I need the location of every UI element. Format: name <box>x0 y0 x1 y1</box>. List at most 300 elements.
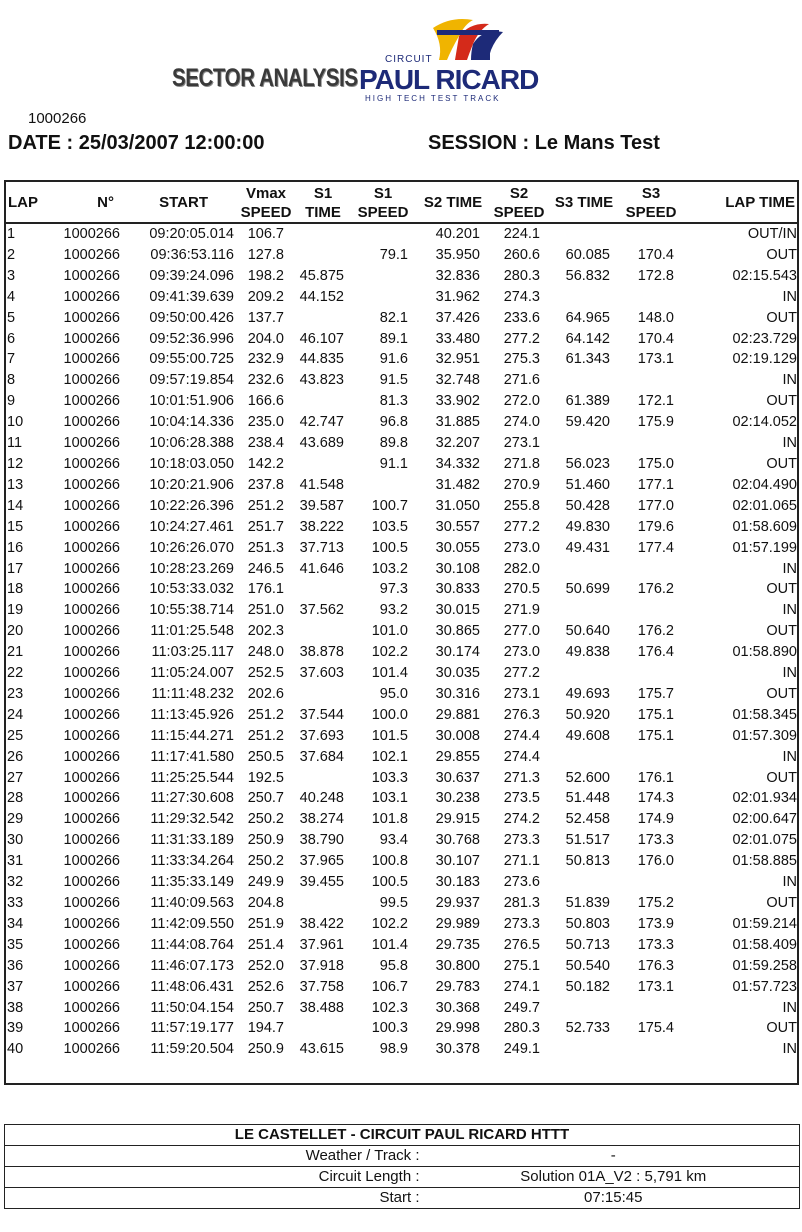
cell-s3-speed: 173.1 <box>637 978 674 995</box>
cell-s1-time: 43.823 <box>299 372 344 389</box>
cell-no: 1000266 <box>63 267 120 284</box>
cell-s3-time: 52.600 <box>565 769 610 786</box>
cell-vmax-speed: 251.2 <box>247 706 284 723</box>
cell-s3-speed: 176.3 <box>637 957 674 974</box>
cell-s2-time: 29.937 <box>435 895 480 911</box>
cell-lap-time: OUT <box>766 246 797 263</box>
cell-s2-speed: 260.6 <box>503 246 540 263</box>
cell-s3-speed: 179.6 <box>637 518 674 535</box>
cell-s3-time: 52.458 <box>565 811 610 828</box>
cell-s2-speed: 277.0 <box>503 623 540 640</box>
cell-s2-speed: 270.9 <box>503 476 540 493</box>
cell-lap: 24 <box>7 706 24 723</box>
cell-s3-speed: 173.1 <box>637 351 674 368</box>
table-row <box>4 851 799 872</box>
cell-s2-speed: 233.6 <box>503 309 540 326</box>
cell-s1-time: 38.422 <box>299 915 344 932</box>
cell-vmax-speed: 194.7 <box>247 1020 284 1037</box>
cell-s2-time: 31.962 <box>435 288 480 305</box>
cell-s1-time: 37.603 <box>299 665 344 682</box>
cell-lap: 10 <box>7 414 24 431</box>
cell-start: 11:25:25.544 <box>150 769 234 786</box>
cell-s1-time: 37.758 <box>299 978 344 995</box>
cell-s2-speed: 273.3 <box>503 915 540 932</box>
cell-s3-time: 51.448 <box>565 790 610 807</box>
table-row <box>4 454 799 475</box>
cell-start: 09:50:00.426 <box>149 309 234 326</box>
cell-s3-speed: 173.3 <box>637 832 674 849</box>
cell-vmax-speed: 238.4 <box>247 435 284 452</box>
cell-s3-speed <box>618 370 684 391</box>
header-s2-time: S2 TIME <box>418 183 488 223</box>
cell-lap-time: 01:57.723 <box>732 978 797 995</box>
cell-no: 1000266 <box>63 581 120 598</box>
cell-s3-time <box>550 747 618 768</box>
cell-lap: 2 <box>7 246 16 263</box>
cell-s1-speed: 91.6 <box>379 351 408 368</box>
cell-lap-time: 01:58.890 <box>732 644 797 661</box>
cell-lap: 15 <box>7 518 24 535</box>
cell-s2-time: 30.015 <box>435 602 480 619</box>
table-row <box>4 266 799 287</box>
cell-no: 1000266 <box>63 874 120 891</box>
cell-s2-speed: 271.6 <box>503 372 540 389</box>
cell-lap: 17 <box>7 560 24 577</box>
cell-vmax-speed: 204.8 <box>247 895 284 911</box>
table-row <box>4 663 799 684</box>
cell-lap: 29 <box>7 811 24 828</box>
cell-s2-time: 30.768 <box>435 832 480 849</box>
header-lap-time: LAP TIME <box>684 183 799 223</box>
cell-s2-time: 32.836 <box>435 267 480 284</box>
cell-vmax-speed: 252.5 <box>247 665 284 682</box>
cell-s2-speed: 275.3 <box>503 351 540 368</box>
cell-s1-speed: 101.5 <box>371 727 408 744</box>
cell-start: 11:50:04.154 <box>150 999 234 1016</box>
cell-vmax-speed: 248.0 <box>247 644 284 661</box>
cell-s2-speed: 277.2 <box>503 665 540 682</box>
cell-no: 1000266 <box>63 790 120 807</box>
cell-lap: 21 <box>7 644 24 661</box>
cell-s1-speed: 102.2 <box>371 644 408 661</box>
cell-s1-speed <box>348 266 418 287</box>
cell-lap-time: IN <box>782 999 797 1016</box>
cell-vmax-speed: 137.7 <box>247 309 284 326</box>
cell-s1-time: 37.918 <box>299 957 344 974</box>
cell-s2-time: 30.008 <box>435 727 480 744</box>
table-row <box>4 223 799 245</box>
cell-lap: 38 <box>7 999 24 1016</box>
cell-s2-speed: 275.1 <box>503 957 540 974</box>
cell-s3-time: 51.460 <box>565 476 610 493</box>
header-no: N° <box>42 183 122 223</box>
cell-start: 11:57:19.177 <box>150 1020 234 1037</box>
cell-start: 11:05:24.007 <box>150 665 234 682</box>
cell-no: 1000266 <box>63 414 120 431</box>
cell-s3-speed: 177.1 <box>637 476 674 493</box>
cell-vmax-speed: 202.6 <box>247 685 284 702</box>
cell-s1-speed: 103.2 <box>371 560 408 577</box>
logo-subtitle-text: HIGH TECH TEST TRACK <box>365 94 501 103</box>
cell-vmax-speed: 127.8 <box>247 246 284 263</box>
cell-lap: 16 <box>7 539 24 556</box>
cell-lap: 13 <box>7 476 24 493</box>
cell-s1-speed: 103.3 <box>371 769 408 786</box>
cell-lap: 34 <box>7 915 24 932</box>
cell-s3-speed: 170.4 <box>637 330 674 347</box>
table-row <box>4 809 799 830</box>
table-row <box>4 830 799 851</box>
cell-start: 10:18:03.050 <box>149 455 234 472</box>
cell-lap-time: IN <box>782 748 797 765</box>
cell-no: 1000266 <box>63 288 120 305</box>
cell-s2-time: 30.316 <box>435 685 480 702</box>
cell-s1-time <box>298 1018 348 1039</box>
cell-s3-time: 52.733 <box>565 1020 610 1037</box>
cell-s2-speed: 272.0 <box>503 393 540 410</box>
cell-start: 11:01:25.548 <box>150 623 234 640</box>
table-row <box>4 956 799 977</box>
header-s1-speed: S1 SPEED <box>348 183 418 223</box>
cell-vmax-speed: 252.0 <box>247 957 284 974</box>
table-row <box>4 893 799 914</box>
cell-start: 11:48:06.431 <box>150 978 234 995</box>
cell-s1-time: 38.222 <box>299 518 344 535</box>
laps-table-body <box>4 223 799 1060</box>
cell-start: 10:01:51.906 <box>149 393 234 410</box>
cell-s1-speed: 91.5 <box>379 372 408 389</box>
table-row <box>4 998 799 1019</box>
cell-lap-time: 01:57.309 <box>732 727 797 744</box>
cell-s2-speed: 273.5 <box>503 790 540 807</box>
cell-lap: 30 <box>7 832 24 849</box>
cell-s1-time: 38.488 <box>299 999 344 1016</box>
document-id: 1000266 <box>28 110 87 127</box>
table-row <box>4 538 799 559</box>
cell-s1-time: 44.152 <box>299 288 344 305</box>
cell-lap-time: 02:19.129 <box>732 351 797 368</box>
cell-s2-time: 30.378 <box>435 1041 480 1058</box>
cell-start: 11:59:20.504 <box>150 1041 234 1058</box>
cell-s3-speed: 175.9 <box>637 414 674 431</box>
cell-vmax-speed: 142.2 <box>247 455 284 472</box>
cell-s3-time: 50.540 <box>565 957 610 974</box>
cell-s1-speed <box>348 475 418 496</box>
cell-s3-speed: 172.8 <box>637 267 674 284</box>
table-row <box>4 1039 799 1060</box>
cell-no: 1000266 <box>63 748 120 765</box>
cell-vmax-speed: 235.0 <box>247 414 284 431</box>
header-start: START <box>122 183 234 223</box>
cell-s3-speed: 175.7 <box>637 685 674 702</box>
cell-lap-time: 01:59.214 <box>732 915 797 932</box>
cell-no: 1000266 <box>63 644 120 661</box>
cell-s1-speed: 103.1 <box>371 790 408 807</box>
cell-s1-time: 37.544 <box>299 706 344 723</box>
cell-s1-speed <box>348 223 418 245</box>
cell-s2-speed: 273.0 <box>503 644 540 661</box>
start-value: 07:15:45 <box>428 1188 800 1209</box>
cell-start: 09:39:24.096 <box>149 267 234 284</box>
cell-lap-time: IN <box>782 602 797 619</box>
cell-lap: 36 <box>7 957 24 974</box>
cell-no: 1000266 <box>63 832 120 849</box>
cell-no: 1000266 <box>63 1041 120 1058</box>
cell-s2-time: 34.332 <box>435 455 480 472</box>
cell-s1-time: 41.548 <box>299 476 344 493</box>
cell-lap-time: OUT <box>766 895 797 911</box>
table-row <box>4 726 799 747</box>
cell-vmax-speed: 202.3 <box>247 623 284 640</box>
cell-s1-speed: 100.8 <box>371 853 408 870</box>
cell-s2-time: 30.557 <box>435 518 480 535</box>
cell-lap-time: IN <box>782 1041 797 1058</box>
cell-vmax-speed: 106.7 <box>247 226 284 242</box>
cell-s3-time <box>550 559 618 580</box>
cell-s2-time: 29.998 <box>435 1020 480 1037</box>
cell-s3-time: 50.640 <box>565 623 610 640</box>
logo-circuit-text: CIRCUIT <box>385 54 433 65</box>
cell-s3-speed: 173.9 <box>637 915 674 932</box>
cell-s3-time <box>550 663 618 684</box>
cell-s1-time: 37.562 <box>299 602 344 619</box>
cell-lap: 1 <box>7 226 16 242</box>
cell-s2-speed: 271.8 <box>503 455 540 472</box>
cell-s2-time: 33.902 <box>435 393 480 410</box>
cell-s3-speed <box>618 559 684 580</box>
cell-no: 1000266 <box>63 1020 120 1037</box>
cell-s1-time: 42.747 <box>299 414 344 431</box>
cell-vmax-speed: 251.0 <box>247 602 284 619</box>
cell-s3-speed: 173.3 <box>637 936 674 953</box>
cell-lap-time: 01:58.885 <box>732 853 797 870</box>
cell-vmax-speed: 250.2 <box>247 853 284 870</box>
cell-s3-speed: 148.0 <box>637 309 674 326</box>
cell-vmax-speed: 198.2 <box>247 267 284 284</box>
cell-lap: 6 <box>7 330 16 347</box>
cell-s2-speed: 274.0 <box>503 414 540 431</box>
cell-lap: 27 <box>7 769 24 786</box>
cell-start: 11:11:48.232 <box>151 685 234 702</box>
weather-label: Weather / Track : <box>5 1146 428 1167</box>
cell-s2-time: 30.035 <box>435 665 480 682</box>
cell-s3-time: 51.839 <box>565 895 610 911</box>
cell-lap-time: 02:01.934 <box>732 790 797 807</box>
cell-lap-time: IN <box>782 874 797 891</box>
table-header-row <box>4 183 799 223</box>
cell-s2-time: 29.735 <box>435 936 480 953</box>
cell-s2-speed: 271.9 <box>503 602 540 619</box>
cell-s1-time <box>298 245 348 266</box>
cell-lap-time: OUT <box>766 623 797 640</box>
cell-s2-speed: 282.0 <box>503 560 540 577</box>
cell-start: 09:41:39.639 <box>149 288 234 305</box>
cell-s3-speed <box>618 663 684 684</box>
cell-lap-time: OUT <box>766 393 797 410</box>
cell-lap-time: 02:23.729 <box>732 330 797 347</box>
cell-s1-speed: 95.8 <box>379 957 408 974</box>
cell-lap-time: IN <box>782 288 797 305</box>
cell-s3-time: 50.920 <box>565 706 610 723</box>
table-row <box>4 370 799 391</box>
cell-no: 1000266 <box>63 957 120 974</box>
cell-no: 1000266 <box>63 706 120 723</box>
cell-s2-time: 30.800 <box>435 957 480 974</box>
table-row <box>4 935 799 956</box>
cell-s3-time: 60.085 <box>565 246 610 263</box>
cell-s3-speed <box>618 872 684 893</box>
cell-s1-time: 37.961 <box>299 936 344 953</box>
cell-s3-time: 61.343 <box>565 351 610 368</box>
cell-s1-time: 41.646 <box>299 560 344 577</box>
cell-s2-time: 29.915 <box>435 811 480 828</box>
table-row <box>4 600 799 621</box>
table-row <box>4 349 799 370</box>
cell-s2-time: 32.951 <box>435 351 480 368</box>
table-row <box>4 977 799 998</box>
cell-no: 1000266 <box>63 372 120 389</box>
cell-s3-time: 56.832 <box>565 267 610 284</box>
cell-vmax-speed: 251.2 <box>247 727 284 744</box>
cell-start: 11:29:32.542 <box>150 811 234 828</box>
cell-vmax-speed: 252.6 <box>247 978 284 995</box>
cell-s3-speed <box>618 600 684 621</box>
cell-s3-speed <box>618 998 684 1019</box>
cell-s1-speed: 101.8 <box>371 811 408 828</box>
cell-no: 1000266 <box>63 685 120 702</box>
cell-lap-time: 02:15.543 <box>732 267 797 284</box>
cell-s2-time: 40.201 <box>435 226 480 242</box>
circuit-info-table <box>4 1124 800 1209</box>
cell-s1-time: 38.790 <box>299 832 344 849</box>
circuit-info-title: LE CASTELLET - CIRCUIT PAUL RICARD HTTT <box>5 1125 800 1146</box>
cell-vmax-speed: 250.7 <box>247 999 284 1016</box>
cell-s3-time <box>550 370 618 391</box>
cell-s3-time: 64.142 <box>565 330 610 347</box>
cell-no: 1000266 <box>63 978 120 995</box>
cell-s2-time: 29.783 <box>435 978 480 995</box>
cell-start: 11:15:44.271 <box>150 727 234 744</box>
cell-s1-time: 39.587 <box>299 497 344 514</box>
cell-start: 10:22:26.396 <box>149 497 234 514</box>
cell-s1-time: 38.274 <box>299 811 344 828</box>
cell-s2-speed: 255.8 <box>503 497 540 514</box>
cell-s1-speed: 97.3 <box>379 581 408 598</box>
cell-s2-time: 30.368 <box>435 999 480 1016</box>
cell-s2-speed: 273.1 <box>503 435 540 452</box>
cell-s2-speed: 249.1 <box>503 1041 540 1058</box>
cell-s3-speed: 176.1 <box>637 769 674 786</box>
cell-start: 11:46:07.173 <box>150 957 234 974</box>
cell-start: 11:42:09.550 <box>150 915 234 932</box>
cell-s3-speed: 176.4 <box>637 644 674 661</box>
cell-s3-speed: 176.2 <box>637 623 674 640</box>
cell-vmax-speed: 192.5 <box>247 769 284 786</box>
cell-s1-time: 39.455 <box>299 874 344 891</box>
cell-s2-speed: 274.1 <box>503 978 540 995</box>
cell-lap: 39 <box>7 1020 24 1037</box>
cell-no: 1000266 <box>63 936 120 953</box>
cell-lap-time: 02:01.065 <box>732 497 797 514</box>
cell-start: 09:20:05.014 <box>149 226 234 242</box>
cell-s1-time: 43.615 <box>299 1041 344 1058</box>
cell-s2-time: 30.637 <box>435 769 480 786</box>
cell-vmax-speed: 251.2 <box>247 497 284 514</box>
cell-lap: 22 <box>7 665 24 682</box>
cell-s1-speed: 100.7 <box>371 497 408 514</box>
cell-no: 1000266 <box>63 226 120 242</box>
cell-start: 11:13:45.926 <box>150 706 234 723</box>
cell-s3-speed <box>618 433 684 454</box>
cell-s3-time <box>550 872 618 893</box>
cell-no: 1000266 <box>63 665 120 682</box>
cell-lap: 32 <box>7 874 24 891</box>
header-s3-speed: S3 SPEED <box>618 183 684 223</box>
session-date: DATE : 25/03/2007 12:00:00 <box>8 132 265 154</box>
cell-start: 11:27:30.608 <box>150 790 234 807</box>
cell-s2-speed: 274.4 <box>503 748 540 765</box>
cell-s3-speed <box>618 1039 684 1060</box>
table-row <box>4 308 799 329</box>
cell-s1-speed: 96.8 <box>379 414 408 431</box>
cell-start: 11:44:08.764 <box>150 936 234 953</box>
cell-s1-time <box>298 768 348 789</box>
cell-vmax-speed: 232.9 <box>247 351 284 368</box>
table-row <box>4 475 799 496</box>
cell-s2-speed: 270.5 <box>503 581 540 598</box>
cell-s2-speed: 273.0 <box>503 539 540 556</box>
cell-s1-time: 37.693 <box>299 727 344 744</box>
cell-lap: 25 <box>7 727 24 744</box>
cell-s1-speed: 99.5 <box>379 895 408 911</box>
cell-start: 09:52:36.996 <box>149 330 234 347</box>
cell-lap: 37 <box>7 978 24 995</box>
cell-start: 11:17:41.580 <box>150 748 234 765</box>
cell-s3-time: 50.813 <box>565 853 610 870</box>
cell-s2-time: 30.183 <box>435 874 480 891</box>
cell-vmax-speed: 232.6 <box>247 372 284 389</box>
cell-start: 10:04:14.336 <box>149 414 234 431</box>
cell-s2-speed: 277.2 <box>503 518 540 535</box>
cell-start: 09:57:19.854 <box>149 372 234 389</box>
cell-s1-time: 37.684 <box>299 748 344 765</box>
cell-no: 1000266 <box>63 602 120 619</box>
cell-s2-time: 30.108 <box>435 560 480 577</box>
table-row <box>4 329 799 350</box>
start-label: Start : <box>5 1188 428 1209</box>
cell-no: 1000266 <box>63 393 120 410</box>
cell-no: 1000266 <box>63 769 120 786</box>
weather-value: - <box>428 1146 800 1167</box>
cell-lap: 5 <box>7 309 16 326</box>
cell-s1-speed: 101.4 <box>371 665 408 682</box>
cell-s2-time: 33.480 <box>435 330 480 347</box>
cell-s3-time: 49.838 <box>565 644 610 661</box>
cell-s2-speed: 276.5 <box>503 936 540 953</box>
cell-s2-time: 30.055 <box>435 539 480 556</box>
cell-s2-time: 35.950 <box>435 246 480 263</box>
cell-s1-time: 37.713 <box>299 539 344 556</box>
cell-s3-time <box>550 998 618 1019</box>
cell-s1-speed: 98.9 <box>379 1041 408 1058</box>
cell-no: 1000266 <box>63 330 120 347</box>
cell-s1-time: 38.878 <box>299 644 344 661</box>
cell-no: 1000266 <box>63 623 120 640</box>
cell-lap: 35 <box>7 936 24 953</box>
circuit-length-value: Solution 01A_V2 : 5,791 km <box>428 1167 800 1188</box>
cell-s2-speed: 274.4 <box>503 727 540 744</box>
cell-vmax-speed: 237.8 <box>247 476 284 493</box>
